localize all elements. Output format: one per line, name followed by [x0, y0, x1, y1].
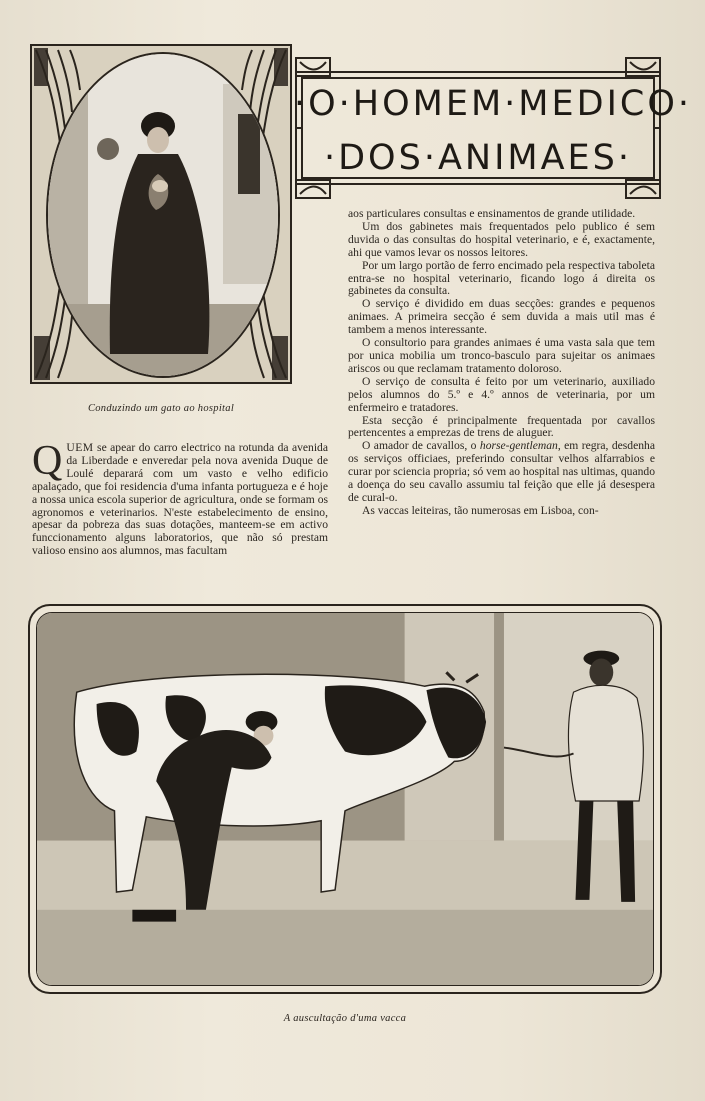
- lead-text: se apear do carro electrico na rotunda da avenida da Liberdade e enveredar pela nova avenida Duque de Loulé deparará com um vasto e velho edificio apalaçado, que foi residencia d'uma infanta portugueza e é hoje a nossa unica escola superior de agricultura, onde se formam os agronomos e veterinarios. N'este estabelecimento de ensino, apesar da pobreza das suas dotações, manteem-se em activo funccionamento alguns laboratorios, que não só prestam valioso ensino aos alumnos, mas facultam: [32, 441, 328, 558]
- paragraph-text: O amador de cavallos, o: [362, 439, 480, 453]
- paragraph: aos particulares consultas e ensinamentos de grande utilidade.: [348, 207, 636, 220]
- caption-bottom-photo: A auscultação d'uma vacca: [283, 1013, 407, 1024]
- photo-cow-auscultation: [36, 612, 654, 986]
- paragraph: As vaccas leiteiras, tão numerosas em Lisboa, con-: [362, 503, 599, 517]
- paragraph: O serviço é dividido em duas secções: grandes e pequenos animaes. A primeira secção é sem duvida a mais util mas é tambem a menos interessante.: [348, 297, 655, 337]
- paragraph: Esta secção é principalmente frequentada por cavallos pertencentes a emprezas de trens de aluguer.: [348, 413, 655, 440]
- paragraph: [348, 440, 655, 505]
- left-paragraph: [32, 438, 328, 558]
- caption-top-photo: Conduzindo um gato ao hospital: [87, 403, 235, 414]
- paragraph: Um dos gabinetes mais frequentados pelo publico é sem duvida o das consultas do hospital veterinario, e é, exactamente, ahi que vamos levar os nossos leitores.: [348, 219, 655, 259]
- title-line-2: ·DOS·ANIMAES·: [323, 138, 632, 178]
- photo-woman-with-cat: [46, 52, 280, 378]
- title-banner-frame: [294, 56, 692, 202]
- paragraph-text: , em regra, desdenha os serviços officiaes, preferindo consultar velhos alfarrabios e curar por sciencia propria; só vem ao hospital nas ultimas, quando a doença do seu cavallo assumiu tal feição que elle já desespera de cural-o.: [348, 439, 655, 504]
- top-photo-frame: [30, 44, 292, 384]
- bottom-photo-frame: [28, 604, 662, 994]
- paragraph: Por um largo portão de ferro encimado pela respectiva taboleta entra-se no hospital veterinario, ficando logo á direita os gabinetes da consulta.: [348, 258, 655, 298]
- title-banner: [294, 56, 692, 202]
- title-line-1: ·O·HOMEM·MEDICO·: [294, 84, 692, 124]
- paragraph: O consultorio para grandes animaes é uma vasta sala que tem por unica mobilia um tronco-basculo para sujeitar os animaes ariscos ou que reclamam tratamento doloroso.: [348, 336, 655, 375]
- paragraph: O serviço de consulta é feito por um veterinario, auxiliado pelos alumnos do 5.º e 4.º annos de veterinaria, por um enfermeiro e tratadores.: [348, 374, 655, 414]
- italic-term: horse-gentleman: [479, 439, 558, 453]
- left-text-column: [32, 438, 328, 558]
- right-text-column: [348, 208, 655, 518]
- lead-smallcaps: UEM: [66, 441, 94, 454]
- drop-cap: Q: [32, 438, 63, 484]
